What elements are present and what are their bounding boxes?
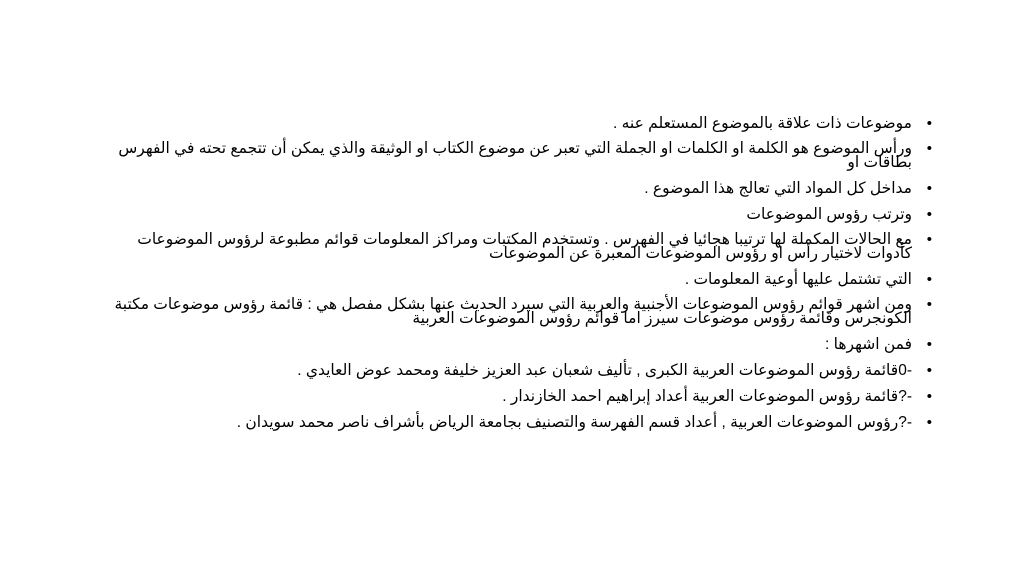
list-item: [92, 116, 932, 132]
list-item-text: مع الحالات المكملة لها ترتيبا هجائيا في الفهرس . وتستخدم المكتبات ومراكز المعلومات قوائم مطبوعة لرؤوس الموضوعات كأدوات لاختيار رأس او رؤوس الموضوعات المعبرة عن الموضوعات: [137, 231, 912, 262]
bullet-icon: •: [926, 414, 932, 431]
bullet-icon: •: [926, 388, 932, 405]
list-item: [92, 272, 932, 288]
list-item-text: وترتب رؤوس الموضوعات: [746, 206, 912, 223]
list-item-text: مداخل كل المواد التي تعالج هذا الموضوع .: [644, 180, 912, 197]
list-item-text: موضوعات ذات علاقة بالموضوع المستعلم عنه .: [612, 115, 912, 132]
list-item: [92, 142, 932, 170]
bullet-icon: •: [926, 180, 932, 197]
list-item-text: -0قائمة رؤوس الموضوعات العربية الكبرى , تأليف شعبان عبد العزيز خليفة ومحمد عوض العايدي .: [297, 362, 912, 379]
list-item-text: -?قائمة رؤوس الموضوعات العربية أعداد إبراهيم احمد الخازندار .: [502, 388, 912, 405]
bullet-icon: •: [926, 115, 932, 132]
bullet-icon: •: [926, 231, 932, 248]
list-item: [92, 389, 932, 405]
list-item-text: -?رؤوس الموضوعات العربية , أعداد قسم الفهرسة والتصنيف بجامعة الرياض بأشراف ناصر محمد سويدان .: [236, 414, 912, 431]
list-item: [92, 363, 932, 379]
list-item: [92, 298, 932, 326]
list-item: [92, 207, 932, 223]
bullet-icon: •: [926, 296, 932, 313]
list-item: [92, 233, 932, 261]
bullet-icon: •: [926, 206, 932, 223]
bullet-icon: •: [926, 140, 932, 157]
bullet-icon: •: [926, 336, 932, 353]
list-item-text: التي تشتمل عليها أوعية المعلومات .: [684, 271, 912, 288]
list-item: [92, 415, 932, 431]
list-item-text: فمن اشهرها :: [825, 336, 912, 353]
list-item-text: ورأس الموضوع هو الكلمة او الكلمات او الجملة التي تعبر عن موضوع الكتاب او الوثيقة والذي يمكن أن تتجمع تحته في الفهرس بطاقات او: [118, 140, 912, 171]
bullet-icon: •: [926, 362, 932, 379]
bullet-icon: •: [926, 271, 932, 288]
list-item: [92, 337, 932, 353]
list-item-text: ومن اشهر قوائم رؤوس الموضوعات الأجنبية والعربية التي سيرد الحديث عنها بشكل مفصل هي : قائمة رؤوس موضوعات مكتبة الكونجرس وقائمة رؤوس موضوعات سيرز اما قوائم رؤوس الموضوعات العربية: [114, 296, 912, 327]
bullet-list: [92, 116, 932, 431]
bullet-list-container: [92, 116, 932, 441]
list-item: [92, 181, 932, 197]
